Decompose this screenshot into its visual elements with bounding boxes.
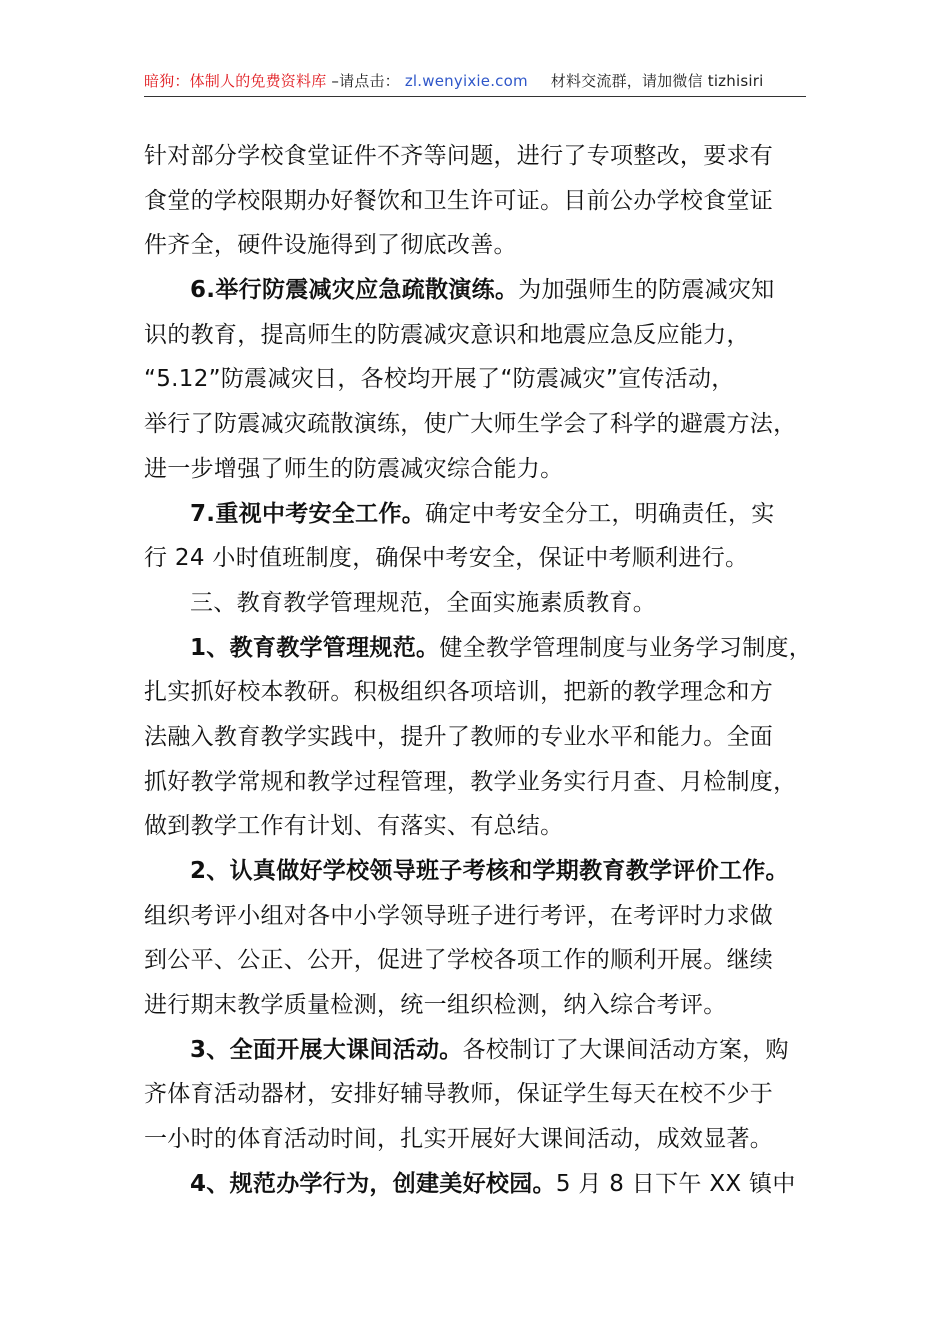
text-line: 进一步增强了师生的防震减灾综合能力。 bbox=[144, 455, 564, 482]
section-heading: 7.重视中考安全工作。 bbox=[190, 500, 426, 527]
text-line: 行 24 小时值班制度，确保中考安全，保证中考顺利进行。 bbox=[144, 545, 749, 572]
section-heading-line: 4、规范办学行为，创建美好校园。5 月 8 日下午 XX 镇中 bbox=[190, 1170, 796, 1197]
text-line: 做到教学工作有计划、有落实、有总结。 bbox=[144, 813, 564, 840]
text-line: 到公平、公正、公开，促进了学校各项工作的顺利开展。继续 bbox=[144, 947, 774, 974]
section-heading: 1、教育教学管理规范。 bbox=[190, 634, 440, 661]
text-line: 法融入教育教学实践中，提升了教师的专业水平和能力。全面 bbox=[144, 723, 774, 750]
text-line: “5.12”防震减灾日，各校均开展了“防震减灾”宣传活动， bbox=[144, 366, 735, 393]
text-line: 针对部分学校食堂证件不齐等问题，进行了专项整改，要求有 bbox=[144, 143, 774, 169]
section-heading-line bbox=[144, 849, 824, 894]
text-line: 抓好教学常规和教学过程管理，教学业务实行月查、月检制度， bbox=[144, 768, 797, 795]
header-site-name: 暗狗：体制人的免费资料库 bbox=[144, 72, 327, 90]
text-line: 组织考评小组对各中小学领导班子进行考评，在考评时力求做 bbox=[144, 902, 774, 929]
section-heading-line: 7.重视中考安全工作。确定中考安全分工，明确责任，实 bbox=[190, 500, 775, 527]
page-header bbox=[144, 68, 806, 94]
document-body bbox=[144, 134, 824, 1207]
text-line: 识的教育，提高师生的防震减灾意识和地震应急反应能力， bbox=[144, 321, 750, 348]
section-heading-line: 3、全面开展大课间活动。各校制订了大课间活动方案，购 bbox=[190, 1036, 789, 1063]
text-line: 扎实抓好校本教研。积极组织各项培训，把新的教学理念和方 bbox=[144, 679, 774, 706]
section-heading-line: 6.举行防震减灾应急疏散演练。为加强师生的防震减灾知 bbox=[190, 277, 775, 304]
text-line: 齐体育活动器材，安排好辅导教师，保证学生每天在校不少于 bbox=[144, 1081, 774, 1108]
section-heading: 3、全面开展大课间活动。 bbox=[190, 1036, 463, 1063]
section-heading: 2、认真做好学校领导班子考核和学期教育教学评价工作。 bbox=[190, 858, 789, 884]
header-group-text: 材料交流群，请加微信 tizhisiri bbox=[550, 72, 764, 90]
text-line: 一小时的体育活动时间，扎实开展好大课间活动，成效显著。 bbox=[144, 1126, 774, 1153]
section-heading: 6.举行防震减灾应急疏散演练。 bbox=[190, 277, 519, 304]
chapter-heading-line: 三、教育教学管理规范，全面实施素质教育。 bbox=[190, 589, 656, 616]
section-heading: 4、规范办学行为，创建美好校园。 bbox=[190, 1170, 556, 1197]
text-line: 件齐全，硬件设施得到了彻底改善。 bbox=[144, 232, 517, 259]
text-line: 举行了防震减灾疏散演练，使广大师生学会了科学的避震方法， bbox=[144, 411, 797, 438]
text-line: 进行期末教学质量检测，统一组织检测，纳入综合考评。 bbox=[144, 992, 727, 1019]
header-url-link[interactable]: zl.wenyixie.com bbox=[404, 72, 528, 90]
text-line: 食堂的学校限期办好餐饮和卫生许可证。目前公办学校食堂证 bbox=[144, 187, 774, 214]
header-prompt: –请点击： bbox=[331, 72, 400, 90]
header-divider bbox=[144, 96, 806, 97]
section-heading-line: 1、教育教学管理规范。健全教学管理制度与业务学习制度， bbox=[190, 634, 813, 661]
